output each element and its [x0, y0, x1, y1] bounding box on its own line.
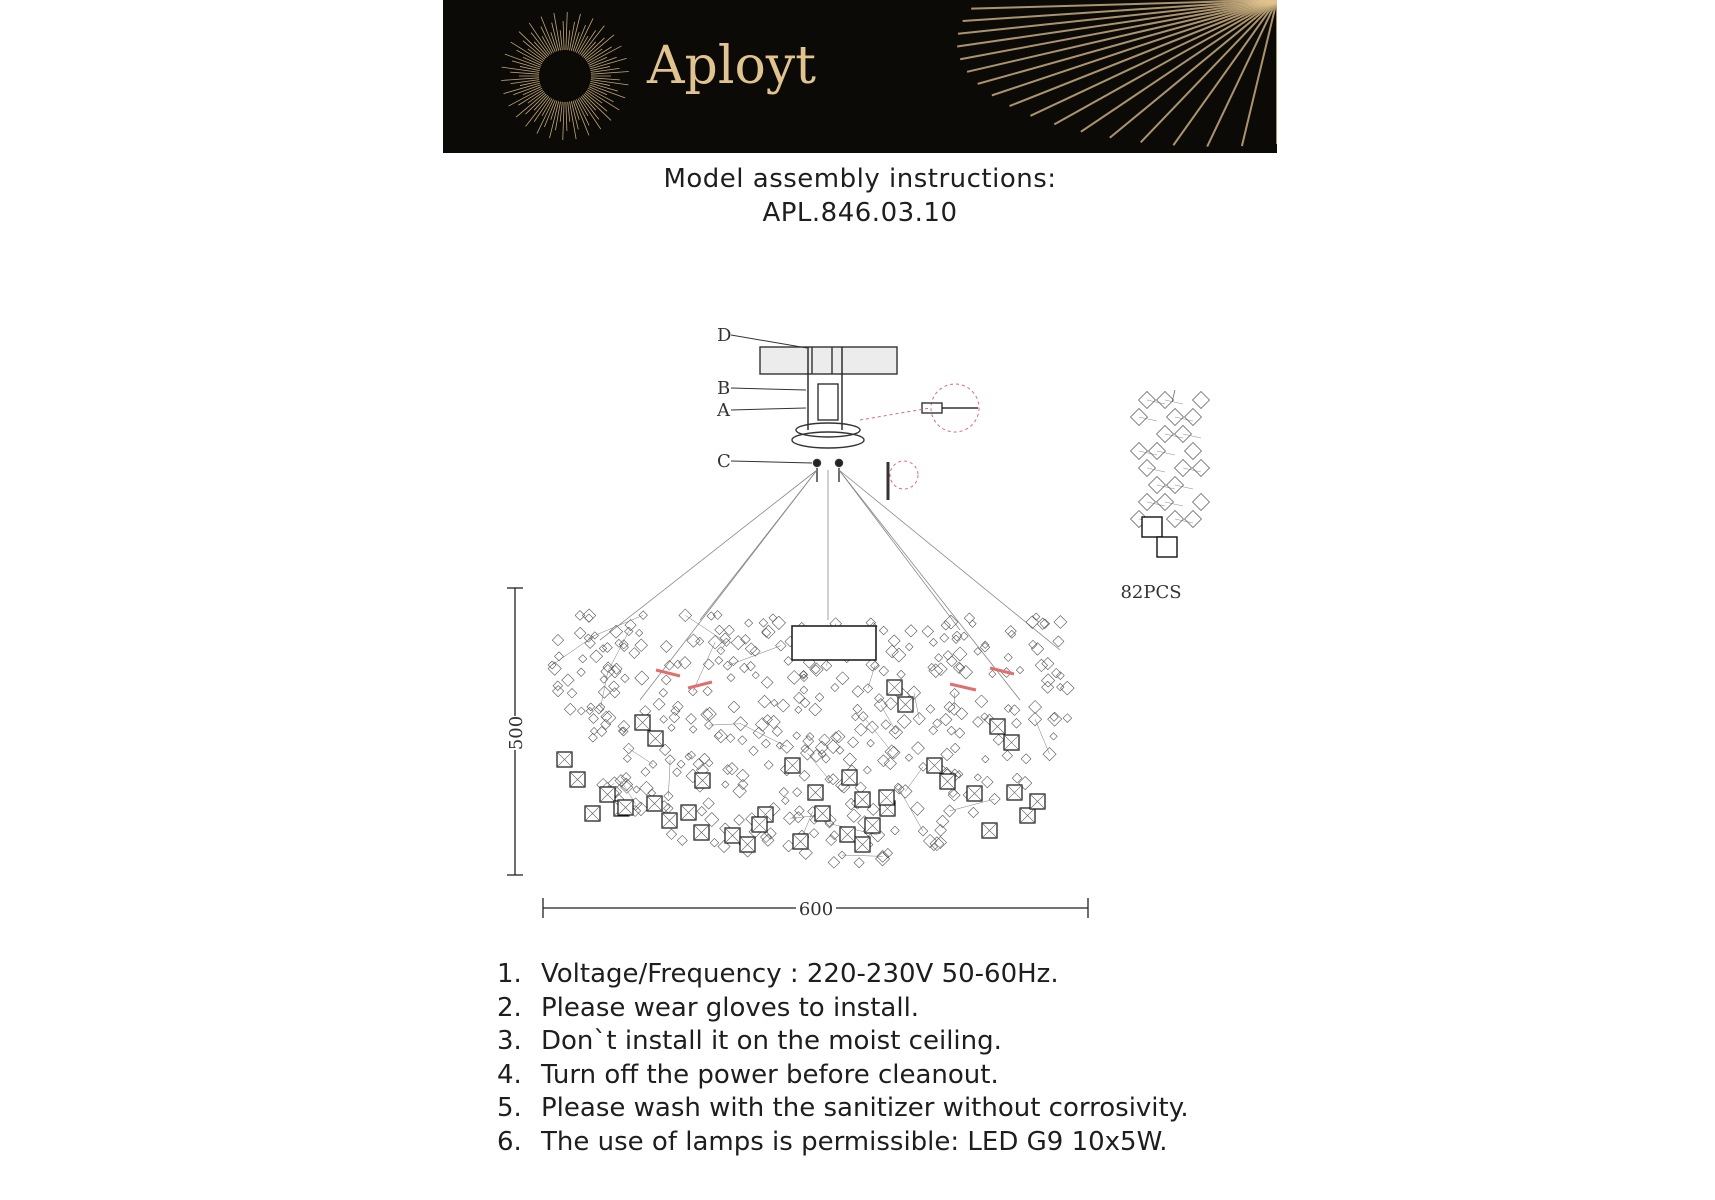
part-label-a: A: [717, 400, 730, 421]
height-dimension-value: 500: [506, 715, 527, 751]
central-canopy-box: [792, 626, 876, 660]
instruction-item: [497, 958, 1189, 992]
instruction-item: [497, 1092, 1189, 1126]
instruction-number: 5.: [497, 1093, 522, 1123]
instruction-text: Voltage/Frequency : 220-230V 50-60Hz.: [541, 959, 1059, 989]
instruction-number: 1.: [497, 959, 522, 989]
part-label-b: B: [717, 378, 731, 399]
instruction-number: 4.: [497, 1059, 522, 1090]
instruction-item: [497, 1126, 1189, 1160]
instruction-text: The use of lamps is permissible: LED G9 10x5W.: [541, 1126, 1168, 1157]
instruction-text: Don`t install it on the moist ceiling.: [541, 1026, 1002, 1056]
part-label-d: D: [717, 325, 732, 346]
part-label-c: C: [717, 451, 731, 472]
instruction-list: [497, 958, 1189, 1159]
model-number: APL.846.03.10: [762, 198, 958, 228]
instruction-item: [497, 992, 1189, 1026]
instruction-text: Please wash with the sanitizer without corrosivity.: [541, 1093, 1189, 1123]
pendant-strand-detail: [1131, 390, 1210, 557]
instruction-text: Turn off the power before cleanout.: [541, 1059, 999, 1090]
width-dimension-value: 600: [798, 899, 834, 920]
instruction-number: 6.: [497, 1126, 522, 1157]
instruction-text: Please wear gloves to install.: [541, 992, 920, 1023]
instruction-number: 2.: [497, 992, 522, 1023]
page-title: Model assembly instructions:: [663, 164, 1057, 194]
brand-name: Aployt: [647, 36, 817, 96]
pendant-count: 82PCS: [1120, 582, 1182, 603]
suspension-wires: [600, 470, 1060, 700]
instruction-number: 3.: [497, 1026, 522, 1056]
ceiling-mount-assembly: [760, 347, 979, 500]
instruction-item: [497, 1025, 1189, 1059]
square-crystal-pendants: [557, 680, 1045, 852]
instruction-item: [497, 1059, 1189, 1093]
